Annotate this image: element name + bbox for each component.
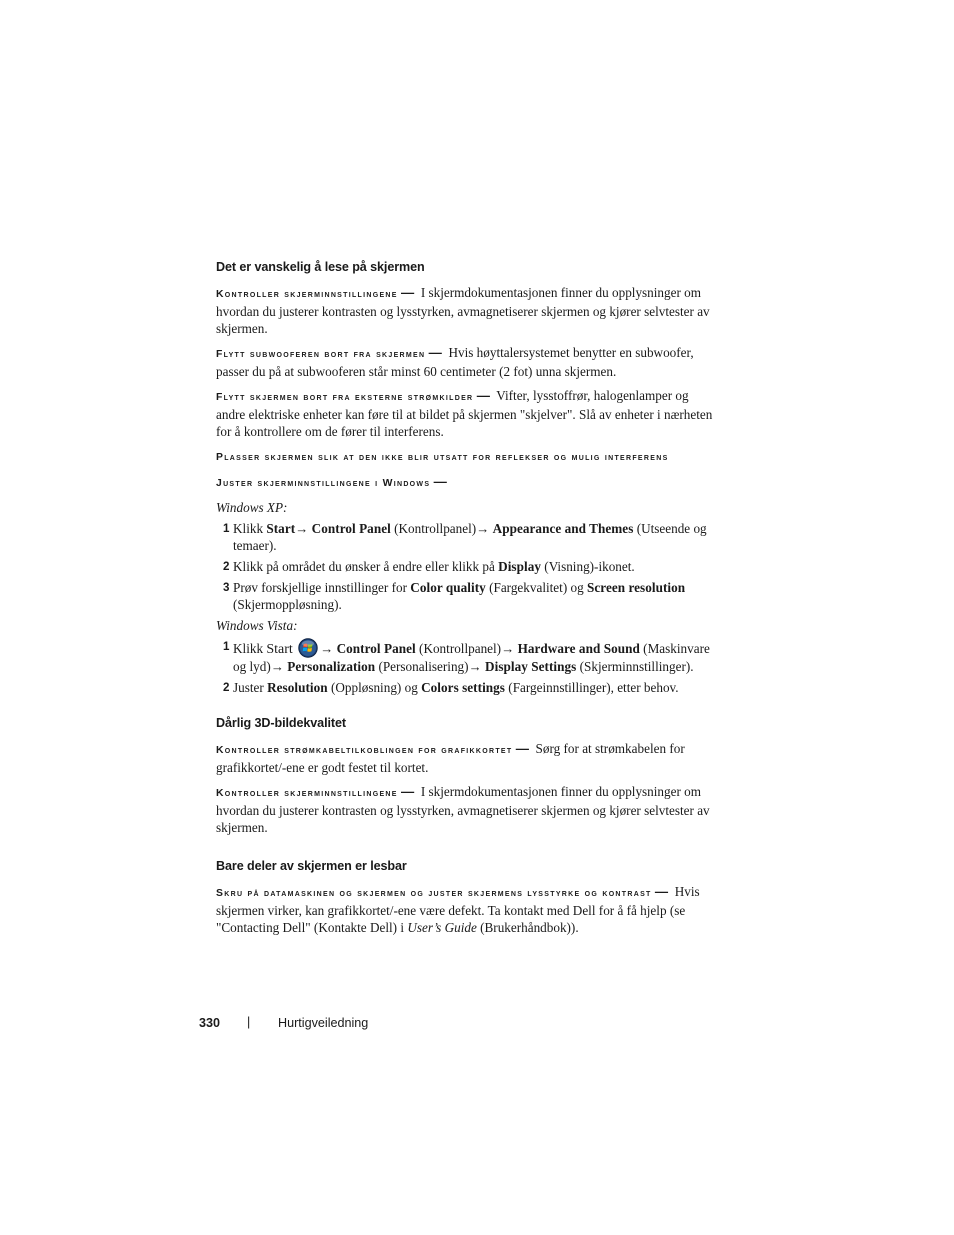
lead-place-monitor: Plasser skjermen slik at den ikke blir utsatt for reflekser og mulig interferens <box>216 452 669 463</box>
steps-windows-vista <box>216 638 716 696</box>
paragraph-check-power-cable: Kontroller strømkabeltilkoblingen for grafikkortet — Sørg for at strømkabelen for grafikkortet/-ene er godt festet til kortet. <box>216 741 685 775</box>
lead-move-monitor: Flytt skjermen bort fra eksterne strømkilder <box>216 392 474 403</box>
os-label-xp: Windows XP: <box>216 500 288 515</box>
footer-separator: | <box>247 1015 251 1029</box>
windows-start-orb-icon <box>298 638 318 658</box>
paragraph-place-monitor <box>216 447 716 466</box>
lead-move-subwoofer: Flytt subwooferen bort fra skjermen <box>216 349 426 360</box>
lead-turn-on-adjust: Skru på datamaskinen og skjermen og juster skjermens lysstyrke og kontrast <box>216 888 652 899</box>
paragraph-check-monitor-settings: Kontroller skjerminnstillingene — I skjermdokumentasjonen finner du opplysninger om hvordan du justerer kontrasten og lysstyrken, avmagnetiserer skjermen og kjører selvtester av skjermen. <box>216 285 710 336</box>
step-vista-1: 1 Klikk Start → Control Panel (Kontrollpanel)→ Hardware and Sound (Maskinvare og lyd)→ Personalization (Personalisering)→ Display Settings (Skjerminnstillinger). <box>223 640 710 674</box>
paragraph-check-monitor-settings-2: Kontroller skjerminnstillingene — I skjermdokumentasjonen finner du opplysninger om hvordan du justerer kontrasten og lysstyrken, avmagnetiserer skjermen og kjører selvtester av skjermen. <box>216 784 710 835</box>
paragraph-turn-on-adjust: Skru på datamaskinen og skjermen og juster skjermens lysstyrke og kontrast — Hvis skjermen virker, kan grafikkortet/-ene være defekt. Ta kontakt med Dell for å få hjelp (se "Contacting Dell" (Kontakte Dell) i User’s Guide (Brukerhåndbok)). <box>216 884 700 935</box>
lead-check-monitor-settings-2: Kontroller skjerminnstillingene <box>216 788 398 799</box>
paragraph-move-subwoofer: Flytt subwooferen bort fra skjermen — Hvis høyttalersystemet benytter en subwoofer, passer du på at subwooferen står minst 60 centimeter (2 fot) unna skjermen. <box>216 345 694 379</box>
lead-adjust-windows: Juster skjerminnstillingene i Windows <box>216 478 431 489</box>
page-content <box>216 259 716 943</box>
os-label-vista: Windows Vista: <box>216 618 298 633</box>
section-heading-hard-to-read: Det er vanskelig å lese på skjermen <box>216 260 425 274</box>
paragraph-adjust-windows-settings: Juster skjerminnstillingene i Windows — <box>216 474 447 489</box>
step-xp-1: 1 Klikk Start→ Control Panel (Kontrollpanel)→ Appearance and Themes (Utseende og temaer). <box>223 521 707 553</box>
lead-check-monitor-settings: Kontroller skjerminnstillingene <box>216 289 398 300</box>
paragraph-move-monitor-from-power: Flytt skjermen bort fra eksterne strømkilder — Vifter, lysstoffrør, halogenlamper og andre elektriske enheter kan føre til at bildet på skjermen "skjelver". Slå av enheter i nærheten for å kontrollere om de fører til interferens. <box>216 388 713 439</box>
step-xp-2: 2 Klikk på området du ønsker å endre eller klikk på Display (Visning)-ikonet. <box>223 559 635 574</box>
step-xp-3: 3 Prøv forskjellige innstillinger for Color quality (Fargekvalitet) og Screen resolution (Skjermoppløsning). <box>223 580 686 612</box>
footer-title: Hurtigveiledning <box>278 1016 369 1030</box>
steps-windows-xp <box>216 520 716 613</box>
step-vista-2: 2 Juster Resolution (Oppløsning) og Colors settings (Fargeinnstillinger), etter behov. <box>223 680 679 695</box>
users-guide-title: User’s Guide <box>407 920 477 935</box>
section-heading-poor-3d: Dårlig 3D-bildekvalitet <box>216 716 346 730</box>
lead-check-power-cable: Kontroller strømkabeltilkoblingen for grafikkortet <box>216 745 513 756</box>
page-number: 330 <box>199 1016 221 1030</box>
section-heading-partly-readable: Bare deler av skjermen er lesbar <box>216 859 407 873</box>
